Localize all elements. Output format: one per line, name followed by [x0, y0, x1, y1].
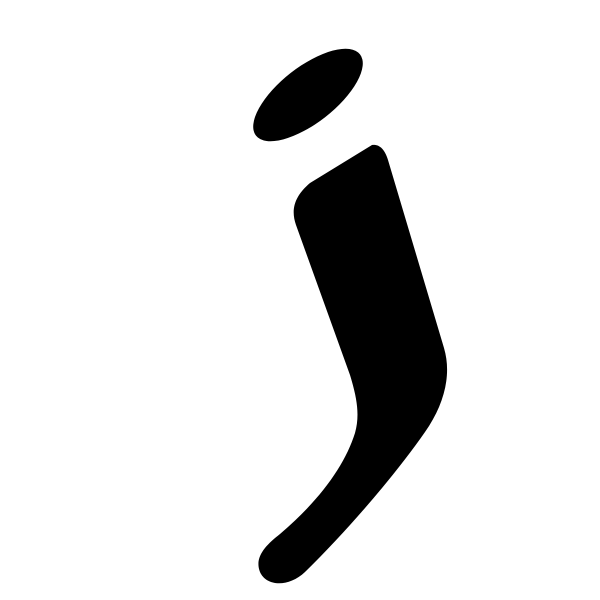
glyph-dot [239, 32, 377, 157]
glyph-stem [258, 145, 447, 583]
